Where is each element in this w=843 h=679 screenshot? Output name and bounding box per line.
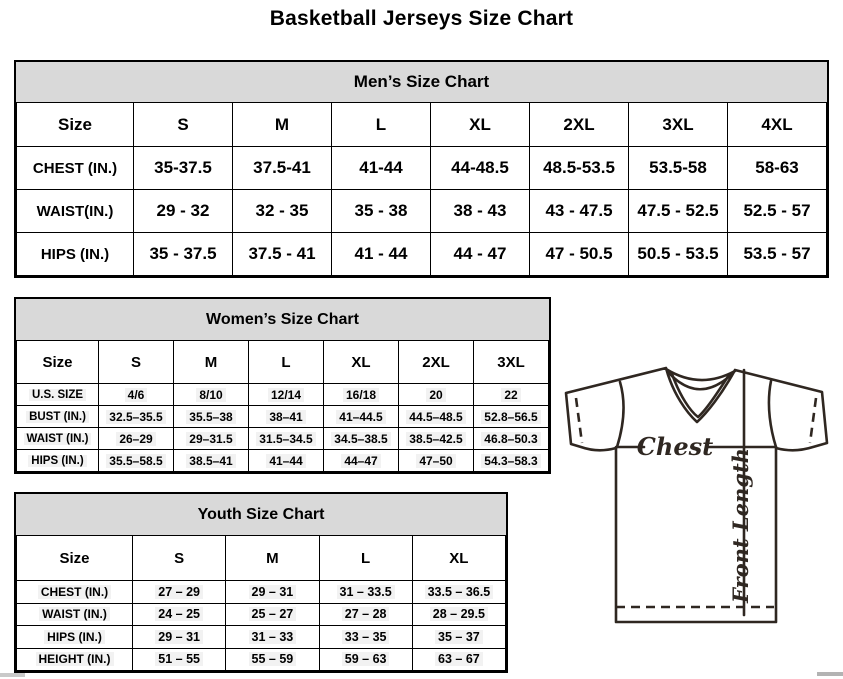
size-value-cell: 38–41 bbox=[249, 406, 324, 428]
size-value-cell: 54.3–58.3 bbox=[474, 450, 549, 472]
table-row bbox=[17, 406, 549, 428]
row-label: HEIGHT (IN.) bbox=[17, 648, 133, 671]
size-value-cell: 34.5–38.5 bbox=[324, 428, 399, 450]
table-row bbox=[17, 384, 549, 406]
size-value-cell: 12/14 bbox=[249, 384, 324, 406]
size-value-cell: 31 – 33 bbox=[226, 626, 319, 649]
size-value-cell: 44–47 bbox=[324, 450, 399, 472]
size-value-cell: 32.5–35.5 bbox=[99, 406, 174, 428]
size-value-cell: 52.8–56.5 bbox=[474, 406, 549, 428]
youth-chart-title: Youth Size Chart bbox=[16, 494, 506, 535]
size-value-cell: 48.5-53.5 bbox=[530, 147, 629, 190]
table-row bbox=[17, 190, 827, 233]
size-value-cell: 50.5 - 53.5 bbox=[629, 233, 728, 276]
column-header-row bbox=[17, 103, 827, 147]
row-label: WAIST (IN.) bbox=[17, 428, 99, 450]
row-label: HIPS (IN.) bbox=[17, 626, 133, 649]
row-label: WAIST(IN.) bbox=[17, 190, 134, 233]
jersey-measurement-diagram bbox=[556, 356, 842, 630]
size-value-cell: 29 – 31 bbox=[133, 626, 226, 649]
size-value-cell: 44 - 47 bbox=[431, 233, 530, 276]
size-value-cell: 31.5–34.5 bbox=[249, 428, 324, 450]
column-header: M bbox=[226, 536, 319, 581]
size-value-cell: 52.5 - 57 bbox=[728, 190, 827, 233]
mens-chart-title: Men’s Size Chart bbox=[16, 62, 827, 102]
column-header-row bbox=[17, 341, 549, 384]
mens-chart-table bbox=[16, 102, 827, 276]
size-value-cell: 37.5-41 bbox=[233, 147, 332, 190]
size-value-cell: 51 – 55 bbox=[133, 648, 226, 671]
table-row bbox=[17, 450, 549, 472]
size-value-cell: 33 – 35 bbox=[319, 626, 412, 649]
column-header: Size bbox=[17, 341, 99, 384]
column-header: M bbox=[174, 341, 249, 384]
column-header: XL bbox=[431, 103, 530, 147]
column-header: S bbox=[99, 341, 174, 384]
table-row bbox=[17, 581, 506, 604]
column-header: 3XL bbox=[474, 341, 549, 384]
row-label: WAIST (IN.) bbox=[17, 603, 133, 626]
size-value-cell: 29 - 32 bbox=[134, 190, 233, 233]
table-row bbox=[17, 233, 827, 276]
row-label: HIPS (IN.) bbox=[17, 450, 99, 472]
cuff-dashed-line-left bbox=[576, 398, 582, 443]
size-value-cell: 59 – 63 bbox=[319, 648, 412, 671]
column-header-row bbox=[17, 536, 506, 581]
size-value-cell: 53.5 - 57 bbox=[728, 233, 827, 276]
column-header: L bbox=[249, 341, 324, 384]
column-header: 2XL bbox=[530, 103, 629, 147]
size-value-cell: 16/18 bbox=[324, 384, 399, 406]
size-value-cell: 24 – 25 bbox=[133, 603, 226, 626]
size-value-cell: 53.5-58 bbox=[629, 147, 728, 190]
size-value-cell: 35.5–58.5 bbox=[99, 450, 174, 472]
size-value-cell: 37.5 - 41 bbox=[233, 233, 332, 276]
column-header: L bbox=[332, 103, 431, 147]
table-row bbox=[17, 603, 506, 626]
mens-size-chart bbox=[14, 60, 829, 278]
page-title: Basketball Jerseys Size Chart bbox=[269, 7, 574, 30]
youth-size-chart bbox=[14, 492, 508, 673]
size-value-cell: 55 – 59 bbox=[226, 648, 319, 671]
chest-label: Chest bbox=[636, 432, 714, 461]
table-row bbox=[17, 648, 506, 671]
size-value-cell: 31 – 33.5 bbox=[319, 581, 412, 604]
size-value-cell: 47–50 bbox=[399, 450, 474, 472]
size-value-cell: 38 - 43 bbox=[431, 190, 530, 233]
row-label: HIPS (IN.) bbox=[17, 233, 134, 276]
size-value-cell: 8/10 bbox=[174, 384, 249, 406]
front-length-label: Front Length bbox=[728, 448, 753, 603]
size-value-cell: 44.5–48.5 bbox=[399, 406, 474, 428]
size-value-cell: 63 – 67 bbox=[412, 648, 505, 671]
size-value-cell: 43 - 47.5 bbox=[530, 190, 629, 233]
table-row bbox=[17, 147, 827, 190]
size-value-cell: 35 - 38 bbox=[332, 190, 431, 233]
size-value-cell: 35.5–38 bbox=[174, 406, 249, 428]
womens-chart-table bbox=[16, 340, 549, 472]
womens-chart-title: Women’s Size Chart bbox=[16, 299, 549, 340]
womens-size-chart bbox=[14, 297, 551, 474]
size-value-cell: 27 – 29 bbox=[133, 581, 226, 604]
size-value-cell: 25 – 27 bbox=[226, 603, 319, 626]
size-value-cell: 46.8–50.3 bbox=[474, 428, 549, 450]
size-value-cell: 4/6 bbox=[99, 384, 174, 406]
size-value-cell: 47 - 50.5 bbox=[530, 233, 629, 276]
column-header: 4XL bbox=[728, 103, 827, 147]
horizontal-scrollbar-fragment-right[interactable] bbox=[817, 672, 843, 676]
armhole-seam-right bbox=[769, 381, 776, 447]
column-header: Size bbox=[17, 536, 133, 581]
table-row bbox=[17, 626, 506, 649]
armhole-seam-left bbox=[617, 382, 623, 447]
column-header: 3XL bbox=[629, 103, 728, 147]
size-value-cell: 41–44.5 bbox=[324, 406, 399, 428]
row-label: BUST (IN.) bbox=[17, 406, 99, 428]
column-header: S bbox=[133, 536, 226, 581]
cuff-dashed-line-right bbox=[810, 398, 816, 443]
row-label: CHEST (IN.) bbox=[17, 147, 134, 190]
size-value-cell: 41–44 bbox=[249, 450, 324, 472]
column-header: L bbox=[319, 536, 412, 581]
size-value-cell: 41-44 bbox=[332, 147, 431, 190]
size-value-cell: 27 – 28 bbox=[319, 603, 412, 626]
column-header: Size bbox=[17, 103, 134, 147]
size-value-cell: 35-37.5 bbox=[134, 147, 233, 190]
column-header: M bbox=[233, 103, 332, 147]
size-value-cell: 20 bbox=[399, 384, 474, 406]
size-value-cell: 41 - 44 bbox=[332, 233, 431, 276]
row-label: CHEST (IN.) bbox=[17, 581, 133, 604]
size-value-cell: 38.5–41 bbox=[174, 450, 249, 472]
size-value-cell: 44-48.5 bbox=[431, 147, 530, 190]
column-header: XL bbox=[324, 341, 399, 384]
size-value-cell: 38.5–42.5 bbox=[399, 428, 474, 450]
column-header: 2XL bbox=[399, 341, 474, 384]
youth-chart-table bbox=[16, 535, 506, 671]
jersey-outline bbox=[566, 368, 827, 622]
row-label: U.S. SIZE bbox=[17, 384, 99, 406]
column-header: S bbox=[134, 103, 233, 147]
column-header: XL bbox=[412, 536, 505, 581]
size-value-cell: 26–29 bbox=[99, 428, 174, 450]
size-value-cell: 58-63 bbox=[728, 147, 827, 190]
size-value-cell: 35 - 37.5 bbox=[134, 233, 233, 276]
size-value-cell: 32 - 35 bbox=[233, 190, 332, 233]
table-row bbox=[17, 428, 549, 450]
size-value-cell: 33.5 – 36.5 bbox=[412, 581, 505, 604]
size-value-cell: 29–31.5 bbox=[174, 428, 249, 450]
size-value-cell: 28 – 29.5 bbox=[412, 603, 505, 626]
size-value-cell: 29 – 31 bbox=[226, 581, 319, 604]
size-value-cell: 35 – 37 bbox=[412, 626, 505, 649]
size-value-cell: 22 bbox=[474, 384, 549, 406]
horizontal-scrollbar-fragment-left[interactable] bbox=[0, 673, 25, 677]
size-value-cell: 47.5 - 52.5 bbox=[629, 190, 728, 233]
